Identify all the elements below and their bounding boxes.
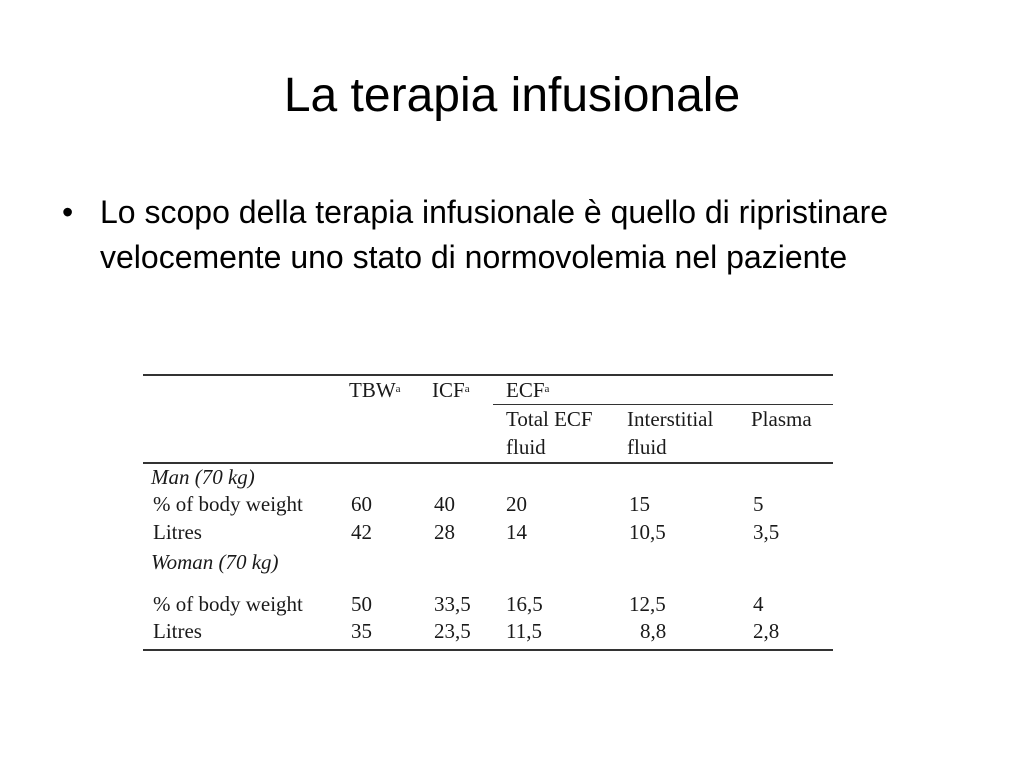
cell-plasma: 5 (753, 492, 764, 516)
header-icf (432, 378, 470, 402)
table-top-rule (143, 374, 833, 376)
header-interstitial: Interstitial (627, 407, 714, 431)
header-icf-sup: a (464, 383, 470, 395)
cell-icf: 33,5 (434, 592, 471, 616)
cell-total-ecf: 11,5 (506, 619, 542, 643)
cell-icf: 28 (434, 520, 455, 544)
row-label: Litres (153, 619, 202, 643)
group-label-woman: Woman (70 kg) (151, 550, 279, 574)
table-bottom-rule (143, 649, 833, 651)
cell-tbw: 35 (351, 619, 372, 643)
header-total-ecf-2: fluid (506, 435, 546, 459)
cell-total-ecf: 20 (506, 492, 527, 516)
header-ecf-label: ECF (506, 378, 545, 402)
cell-interstitial: 8,8 (640, 619, 667, 643)
cell-interstitial: 10,5 (629, 520, 666, 544)
header-tbw (349, 378, 401, 402)
header-tbw-label: TBW (349, 378, 396, 402)
bullet-list (62, 190, 962, 280)
cell-total-ecf: 16,5 (506, 592, 543, 616)
header-total-ecf: Total ECF (506, 407, 593, 431)
cell-tbw: 60 (351, 492, 372, 516)
cell-icf: 23,5 (434, 619, 471, 643)
header-ecf (506, 378, 549, 402)
cell-interstitial: 12,5 (629, 592, 666, 616)
cell-plasma: 4 (753, 592, 764, 616)
header-icf-label: ICF (432, 378, 465, 402)
bullet-icon: • (62, 194, 74, 230)
header-bottom-rule (143, 462, 833, 464)
body-fluid-table (143, 374, 833, 652)
cell-tbw: 42 (351, 520, 372, 544)
header-ecf-sup: a (544, 383, 550, 395)
ecf-span-rule (493, 404, 833, 405)
cell-total-ecf: 14 (506, 520, 527, 544)
header-plasma: Plasma (751, 407, 812, 431)
bullet-item (62, 190, 962, 280)
slide-title: La terapia infusionale (283, 69, 741, 122)
cell-tbw: 50 (351, 592, 372, 616)
row-label: Litres (153, 520, 202, 544)
cell-interstitial: 15 (629, 492, 650, 516)
row-label: % of body weight (153, 492, 303, 516)
bullet-text: Lo scopo della terapia infusionale è quello di ripristinare velocemente uno stato di normovolemia nel paziente (100, 194, 889, 275)
header-interstitial-2: fluid (627, 435, 667, 459)
header-tbw-sup: a (395, 383, 401, 395)
cell-icf: 40 (434, 492, 455, 516)
row-label: % of body weight (153, 592, 303, 616)
group-label-man: Man (70 kg) (151, 465, 255, 489)
cell-plasma: 3,5 (753, 520, 780, 544)
cell-plasma: 2,8 (753, 619, 780, 643)
